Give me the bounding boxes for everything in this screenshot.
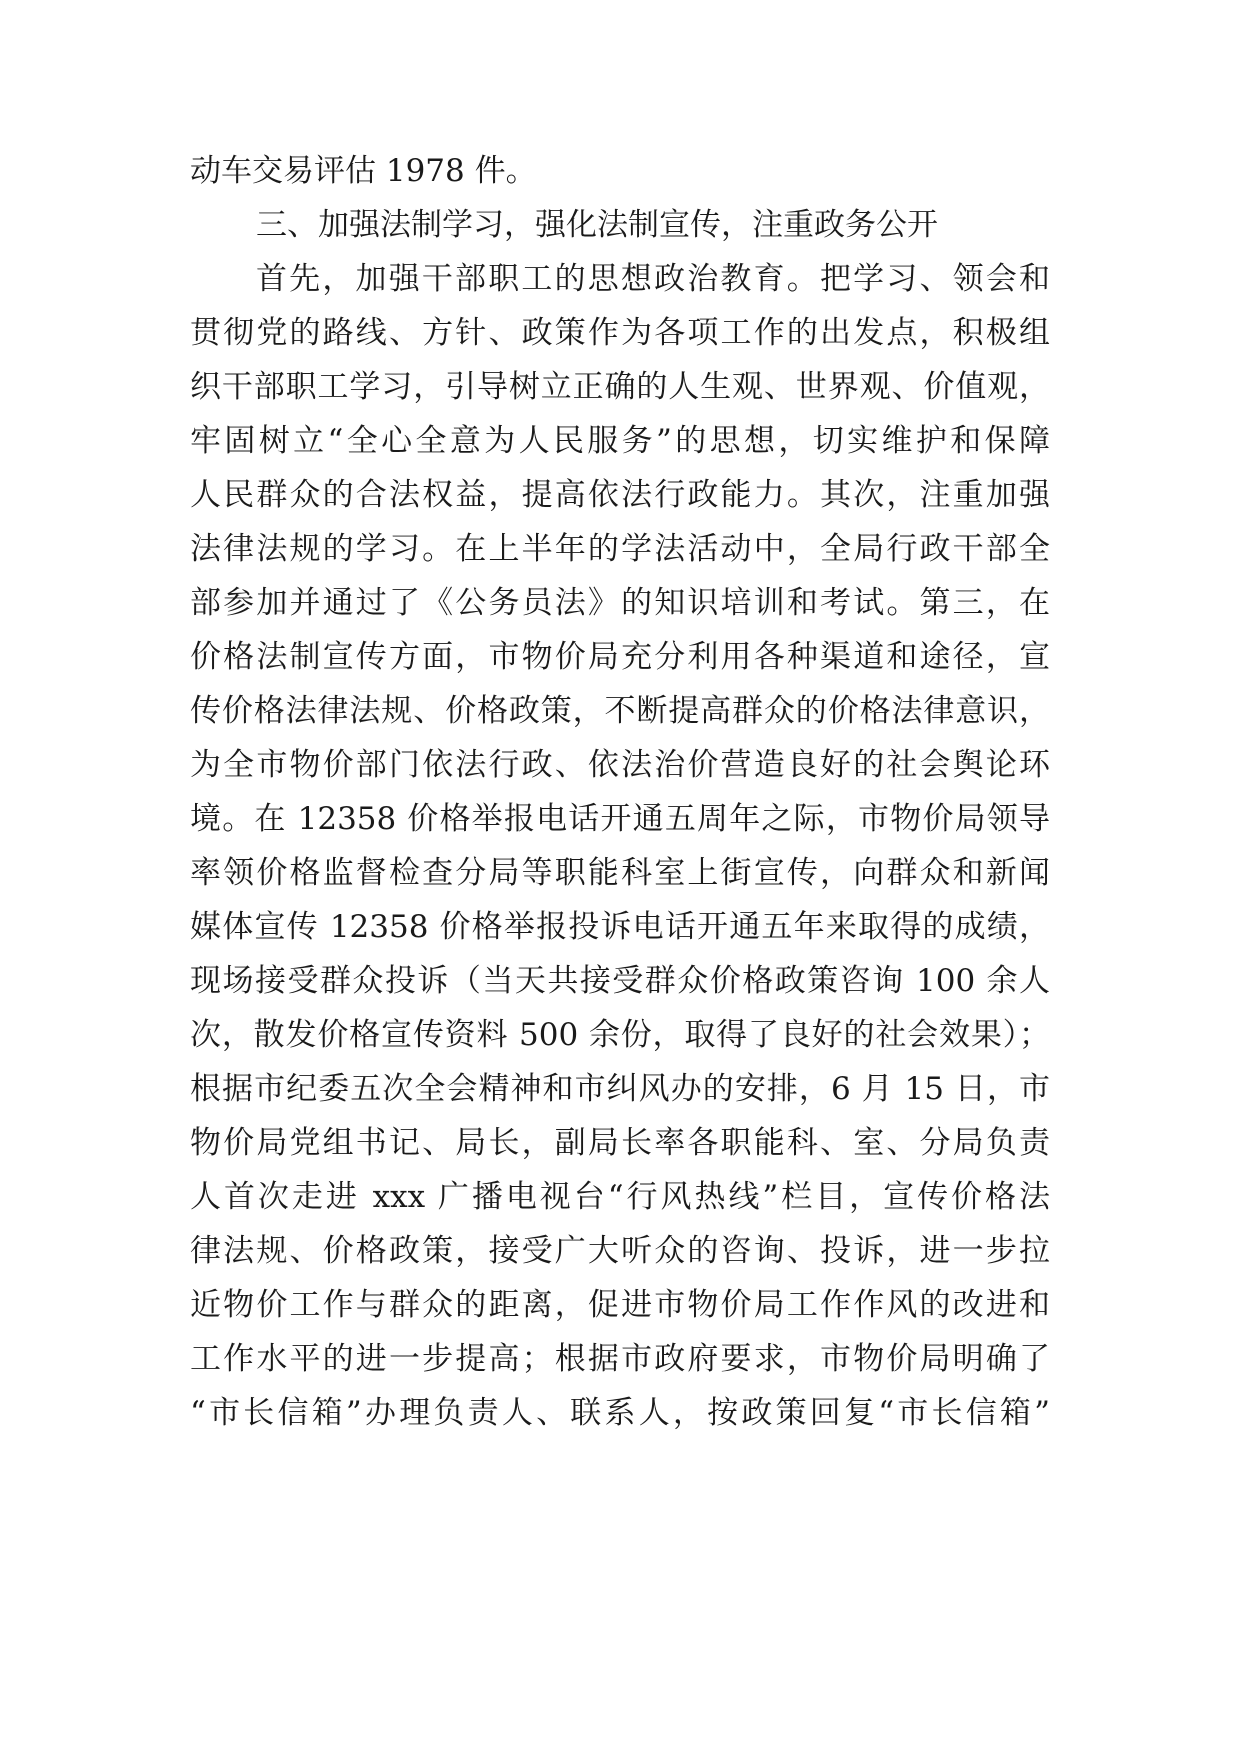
text-line: 率领价格监督检查分局等职能科室上街宣传，向群众和新闻 (190, 855, 1050, 891)
text-line: 动车交易评估 1978 件。 (190, 153, 537, 189)
text-line: 物价局党组书记、局长，副局长率各职能科、室、分局负责 (190, 1125, 1050, 1161)
text-line: 境。在 12358 价格举报电话开通五周年之际，市物价局领导 (190, 801, 1050, 837)
text-line: 贯彻党的路线、方针、政策作为各项工作的出发点，积极组 (190, 315, 1050, 351)
text-line: 工作水平的进一步提高；根据市政府要求，市物价局明确了 (190, 1341, 1050, 1377)
text-line: 传价格法律法规、价格政策，不断提高群众的价格法律意识， (190, 693, 1050, 729)
section-heading: 三、加强法制学习，强化法制宣传，注重政务公开 (256, 207, 938, 243)
text-line: 法律法规的学习。在上半年的学法活动中，全局行政干部全 (190, 531, 1050, 567)
text-line: 律法规、价格政策，接受广大听众的咨询、投诉，进一步拉 (190, 1233, 1050, 1269)
text-line: 部参加并通过了《公务员法》的知识培训和考试。第三，在 (190, 585, 1050, 621)
text-line: 次，散发价格宣传资料 500 余份，取得了良好的社会效果）； (190, 1017, 1050, 1053)
text-line: 人民群众的合法权益，提高依法行政能力。其次，注重加强 (190, 477, 1050, 513)
text-line: 近物价工作与群众的距离，促进市物价局工作作风的改进和 (190, 1287, 1050, 1323)
text-line: 媒体宣传 12358 价格举报投诉电话开通五年来取得的成绩， (190, 909, 1050, 945)
text-line: 根据市纪委五次全会精神和市纠风办的安排，6 月 15 日，市 (190, 1071, 1050, 1107)
text-line: 牢固树立“全心全意为人民服务”的思想，切实维护和保障 (190, 423, 1050, 459)
text-line: 首先，加强干部职工的思想政治教育。把学习、领会和 (256, 261, 1050, 297)
text-line: 人首次走进 xxx 广播电视台“行风热线”栏目，宣传价格法 (190, 1179, 1050, 1215)
text-line: 为全市物价部门依法行政、依法治价营造良好的社会舆论环 (190, 747, 1050, 783)
text-line: “市长信箱”办理负责人、联系人，按政策回复“市长信箱” (190, 1395, 1050, 1431)
text-line: 现场接受群众投诉（当天共接受群众价格政策咨询 100 余人 (190, 963, 1050, 999)
text-line: 织干部职工学习，引导树立正确的人生观、世界观、价值观， (190, 369, 1050, 405)
text-line: 价格法制宣传方面，市物价局充分利用各种渠道和途径，宣 (190, 639, 1050, 675)
